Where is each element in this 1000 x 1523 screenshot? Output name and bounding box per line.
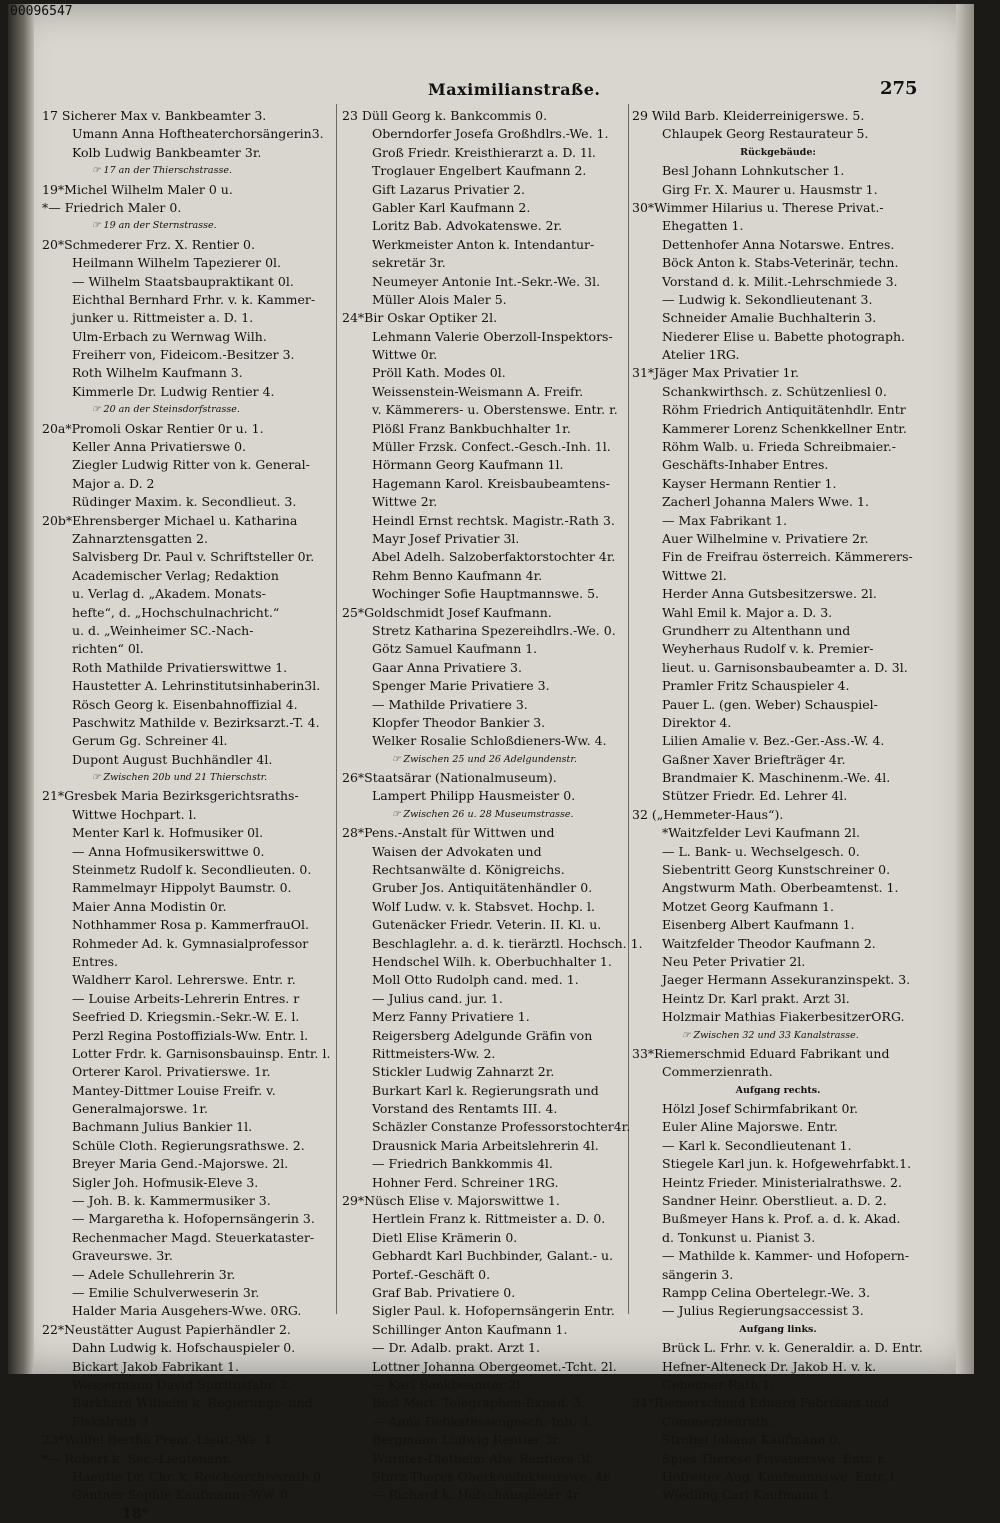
resident-entry: Chlaupek Georg Restaurateur 5. — [662, 126, 869, 142]
resident-entry: Rohmeder Ad. k. Gymnasialprofessor — [72, 935, 309, 951]
entry-continuation: Direktor 4. — [662, 714, 732, 730]
entry-continuation: sekretär 3r. — [372, 255, 446, 271]
resident-entry: *Waitzfelder Levi Kaufmann 2l. — [662, 825, 860, 841]
resident-entry: Maier Anna Modistin 0r. — [72, 898, 227, 914]
resident-entry: Groß Friedr. Kreisthierarzt a. D. 1l. — [372, 144, 596, 160]
address-entry: 25*Goldschmidt Josef Kaufmann. — [342, 604, 552, 620]
resident-entry: — Louise Arbeits-Lehrerin Entres. r — [72, 990, 300, 1006]
resident-entry: Gerum Gg. Schreiner 4l. — [72, 733, 228, 749]
resident-entry: — Max Fabrikant 1. — [662, 512, 787, 528]
resident-entry: Breyer Maria Gend.-Majorswe. 2l. — [72, 1156, 289, 1172]
resident-entry: Paschwitz Mathilde v. Bezirksarzt.-T. 4. — [72, 714, 320, 730]
resident-entry: Rammelmayr Hippolyt Baumstr. 0. — [72, 880, 292, 896]
address-entry: 29*Nüsch Elise v. Majorswittwe 1. — [342, 1193, 560, 1209]
resident-entry: Pauer L. (gen. Weber) Schauspiel- — [662, 696, 878, 712]
entry-continuation: Major a. D. 2 — [72, 475, 155, 491]
entry-continuation: Beschlaglehr. a. d. k. tierärztl. Hochsch. 1. — [372, 935, 643, 951]
resident-entry: Haustetter A. Lehrinstitutsinhaberin3l. — [72, 678, 321, 694]
resident-entry: Dupont August Buchhändler 4l. — [72, 751, 273, 767]
entry-continuation: richten“ 0l. — [72, 641, 144, 657]
resident-entry: Heilmann Wilhelm Tapezierer 0l. — [72, 255, 282, 271]
resident-entry: Bösl Mart. Telegraphen-Exped. 3. — [372, 1395, 586, 1411]
entry-continuation: Entres. — [72, 953, 118, 969]
resident-entry: Roth Mathilde Privatierswittwe 1. — [72, 659, 288, 675]
cross-street-note: ☞ Zwischen 20b und 21 Thierschstr. — [92, 772, 268, 784]
resident-entry: Bergmann Ludwig Rentier 3r. — [372, 1432, 561, 1448]
resident-entry: Klopfer Theodor Bankier 3. — [372, 714, 546, 730]
resident-entry: Pramler Fritz Schauspieler 4. — [662, 678, 850, 694]
resident-entry: Girg Fr. X. Maurer u. Hausmstr 1. — [662, 181, 878, 197]
resident-entry: Nothhammer Rosa p. KammerfrauOl. — [72, 917, 310, 933]
resident-entry: Perzl Regina Postoffizials-Ww. Entr. l. — [72, 1027, 309, 1043]
entry-continuation: Wittwe Hochpart. l. — [72, 806, 197, 822]
resident-entry: Hölzl Josef Schirmfabrikant 0r. — [662, 1101, 859, 1117]
resident-entry: Rüdinger Maxim. k. Secondlieut. 3. — [72, 494, 297, 510]
resident-entry: Sigler Paul. k. Hofopernsängerin Entr. — [372, 1303, 615, 1319]
entry-continuation: Freiherr von, Fideicom.-Besitzer 3. — [72, 347, 295, 363]
resident-entry: Neumeyer Antonie Int.-Sekr.-We. 3l. — [372, 273, 601, 289]
cross-street-note: ☞ Zwischen 25 und 26 Adelgundenstr. — [392, 753, 577, 765]
resident-entry: Röhm Friedrich Antiquitätenhdlr. Entr — [662, 402, 906, 418]
resident-entry: Schankwirthsch. z. Schützenliesl 0. — [662, 383, 887, 399]
entry-continuation: Rittmeisters-Ww. 2. — [372, 1045, 496, 1061]
address-entry: 23*Wölfel Bertha Prem.-Lieut.-We. 1. — [42, 1432, 276, 1448]
resident-entry: Götz Samuel Kaufmann 1. — [372, 641, 538, 657]
resident-entry: Keller Anna Privatierswe 0. — [72, 439, 246, 455]
resident-entry: Heindl Ernst rechtsk. Magistr.-Rath 3. — [372, 512, 615, 528]
resident-entry: — Karl Bankbeamter 2l. — [372, 1376, 525, 1392]
resident-entry: Mayr Josef Privatier 3l. — [372, 530, 520, 546]
resident-entry: Dettenhofer Anna Notarswe. Entres. — [662, 236, 895, 252]
resident-entry: Welker Rosalie Schloßdieners-Ww. 4. — [372, 733, 607, 749]
address-entry: 29 Wild Barb. Kleiderreinigerswe. 5. — [632, 108, 865, 123]
address-entry: 34*Riemerschmid Eduard Fabrikant und — [632, 1395, 890, 1411]
resident-entry: Plößl Franz Bankbuchhalter 1r. — [372, 420, 571, 436]
resident-entry: Reigersberg Adelgunde Gräfin von — [372, 1027, 593, 1043]
cross-street-note: ☞ 19 an der Sternstrasse. — [92, 220, 217, 232]
address-entry: 24*Bir Oskar Optiker 2l. — [342, 310, 498, 326]
section-subhead: Rückgebäude: — [740, 146, 816, 158]
resident-entry: Strobel Johann Kaufmann 0. — [662, 1432, 842, 1448]
resident-entry: Lehmann Valerie Oberzoll-Inspektors- — [372, 328, 613, 344]
resident-entry: Spies Therese Privatierswe. Entr. r. — [662, 1450, 887, 1466]
entry-continuation: Commerzienrath. — [662, 1064, 773, 1080]
resident-entry: Gift Lazarus Privatier 2. — [372, 181, 526, 197]
cross-street-note: ☞ Zwischen 32 und 33 Kanalstrasse. — [682, 1029, 859, 1041]
resident-entry: Niederer Elise u. Babette photograph. — [662, 328, 905, 344]
directory-page — [8, 4, 974, 1522]
resident-entry: Hendschel Wilh. k. Oberbuchhalter 1. — [372, 953, 612, 969]
resident-entry: Hörmann Georg Kaufmann 1l. — [372, 457, 564, 473]
address-entry: 33*Riemerschmid Eduard Fabrikant und — [632, 1045, 890, 1061]
resident-entry: Seefried D. Kriegsmin.-Sekr.-W. E. l. — [72, 1009, 300, 1025]
resident-entry: Stiegele Karl jun. k. Hofgewehrfabkt.1. — [662, 1156, 912, 1172]
resident-entry: Kimmerle Dr. Ludwig Rentier 4. — [72, 383, 275, 399]
address-entry: *— Friedrich Maler 0. — [42, 199, 182, 215]
entry-continuation: Vorstand d. k. Milit.-Lehrschmiede 3. — [662, 273, 898, 289]
resident-entry: Böck Anton k. Stabs-Veterinär, techn. — [662, 255, 899, 271]
entry-continuation: Fiskalrath 3 — [72, 1413, 149, 1429]
book-spine — [8, 4, 34, 1374]
address-entry: 31*Jäger Max Privatier 1r. — [632, 365, 800, 381]
resident-entry: Heintz Frieder. Ministerialrathswe. 2. — [662, 1174, 902, 1190]
resident-entry: — Richard k. Hofschauspieler 4r. — [372, 1487, 582, 1503]
section-subhead: Aufgang rechts. — [735, 1084, 821, 1096]
column-1 — [42, 107, 334, 1523]
entry-continuation: lieut. u. Garnisonsbaubeamter a. D. 3l. — [662, 659, 908, 675]
resident-entry: Müller Alois Maler 5. — [372, 291, 507, 307]
resident-entry: Schneider Amalie Buchhalterin 3. — [662, 310, 877, 326]
resident-entry: Herder Anna Gutsbesitzerswe. 2l. — [662, 586, 877, 602]
resident-entry: Wassermann David Spiritusfabr. 2. — [72, 1376, 292, 1392]
entry-continuation: u. d. „Weinheimer SC.-Nach- — [72, 622, 254, 638]
resident-entry: Rösch Georg k. Eisenbahnoffizial 4. — [72, 696, 298, 712]
entry-continuation: Graveurswe. 3r. — [72, 1248, 173, 1264]
resident-entry: Wahl Emil k. Major a. D. 3. — [662, 604, 833, 620]
resident-entry: Heintz Dr. Karl prakt. Arzt 3l. — [662, 990, 850, 1006]
resident-entry: Gaßner Xaver Briefträger 4r. — [662, 751, 846, 767]
resident-entry: — Mathilde k. Kammer- und Hofopern- — [662, 1248, 910, 1264]
resident-entry: Academischer Verlag; Redaktion — [72, 567, 279, 583]
resident-entry: Umann Anna Hoftheaterchorsängerin3. — [72, 126, 324, 142]
resident-entry: Lottner Johanna Obergeomet.-Tcht. 2l. — [372, 1358, 617, 1374]
page-number: 275 — [880, 78, 918, 99]
resident-entry: Abel Adelh. Salzoberfaktorstochter 4r. — [372, 549, 616, 565]
section-subhead: Aufgang links. — [739, 1323, 817, 1335]
cross-street-note: ☞ 17 an der Thierschstrasse. — [92, 165, 232, 177]
resident-entry: Salvisberg Dr. Paul v. Schriftsteller 0r. — [72, 549, 315, 565]
resident-entry: Kammerer Lorenz Schenkkellner Entr. — [662, 420, 907, 436]
address-entry: 20*Schmederer Frz. X. Rentier 0. — [42, 236, 255, 252]
entry-continuation: junker u. Rittmeister a. D. 1. — [72, 310, 254, 326]
resident-entry: Gabler Karl Kaufmann 2. — [372, 199, 531, 215]
resident-entry: Gutenäcker Friedr. Veterin. II. Kl. u. — [372, 917, 602, 933]
resident-entry: Lilien Amalie v. Bez.-Ger.-Ass.-W. 4. — [662, 733, 885, 749]
column-3 — [632, 107, 924, 1505]
resident-entry: Sandner Heinr. Oberstlieut. a. D. 2. — [662, 1193, 887, 1209]
resident-entry: Neu Peter Privatier 2l. — [662, 953, 806, 969]
entry-continuation: sängerin 3. — [662, 1266, 734, 1282]
entry-continuation: Geheimer Rath 1. — [662, 1376, 775, 1392]
resident-entry: — Anna Delikatessengesch.-Inh. 3. — [372, 1413, 593, 1429]
address-entry: 19*Michel Wilhelm Maler 0 u. — [42, 181, 233, 197]
resident-entry: Moll Otto Rudolph cand. med. 1. — [372, 972, 579, 988]
entry-continuation: Vorstand des Rentamts III. 4. — [372, 1101, 558, 1117]
entry-continuation: Wittwe 2r. — [372, 494, 438, 510]
resident-entry: Grundherr zu Altenthann und — [662, 622, 851, 638]
entry-continuation: Geschäfts-Inhaber Entres. — [662, 457, 829, 473]
scan-code: 00096547 — [10, 4, 73, 19]
resident-entry: — Julius cand. jur. 1. — [372, 990, 503, 1006]
resident-entry: Schillinger Anton Kaufmann 1. — [372, 1321, 568, 1337]
resident-entry: Dahn Ludwig k. Hofschauspieler 0. — [72, 1340, 296, 1356]
address-entry: 26*Staatsärar (Nationalmuseum). — [342, 770, 557, 786]
resident-entry: Wochinger Sofie Hauptmannswe. 5. — [372, 586, 599, 602]
resident-entry: Gantner Sophie Kaufmanns-Ww. 0. — [72, 1487, 293, 1503]
resident-entry: Haeutle Dr. Chr. k. Reichsarchivsrath 0. — [72, 1468, 326, 1484]
address-entry: 22*Neustätter August Papierhändler 2. — [42, 1321, 291, 1337]
resident-entry: Mantey-Dittmer Louise Freifr. v. — [72, 1082, 276, 1098]
entry-continuation: u. Verlag d. „Akadem. Monats- — [72, 586, 266, 602]
resident-entry: Schäzler Constanze Professorstochter4r. — [372, 1119, 631, 1135]
resident-entry: Besl Johann Lohnkutscher 1. — [662, 163, 845, 179]
resident-entry: Gruber Jos. Antiquitätenhändler 0. — [372, 880, 593, 896]
resident-entry: Angstwurm Math. Oberbeamtenst. 1. — [662, 880, 899, 896]
resident-entry: Rampp Celina Obertelegr.-We. 3. — [662, 1285, 871, 1300]
resident-entry: — Emilie Schulverweserin 3r. — [72, 1285, 260, 1300]
address-entry: 30*Wimmer Hilarius u. Therese Privat.- — [632, 199, 884, 215]
resident-entry: — Joh. B. k. Kammermusiker 3. — [72, 1193, 271, 1209]
resident-entry: Halder Maria Ausgehers-Wwe. 0RG. — [72, 1303, 302, 1319]
resident-entry: — Dr. Adalb. prakt. Arzt 1. — [372, 1340, 540, 1356]
page-footer-mark: 18* — [122, 1505, 149, 1522]
resident-entry: Kayser Hermann Rentier 1. — [662, 475, 837, 491]
resident-entry: Röhm Walb. u. Frieda Schreibmaier.- — [662, 439, 896, 455]
resident-entry: Ulm-Erbach zu Wernwag Wilh. — [72, 328, 267, 344]
resident-entry: — Mathilde Privatiere 3. — [372, 696, 528, 712]
resident-entry: Lotter Frdr. k. Garnisonsbauinsp. Entr. l. — [72, 1045, 331, 1061]
resident-entry: Burkart Karl k. Regierungsrath und — [372, 1082, 599, 1098]
entry-continuation: Commerzienrath. — [662, 1413, 773, 1429]
resident-entry: Motzet Georg Kaufmann 1. — [662, 898, 834, 914]
resident-entry: Orterer Karol. Privatierswe. 1r. — [72, 1064, 271, 1080]
resident-entry: Ziegler Ludwig Ritter von k. General- — [72, 457, 310, 473]
resident-entry: Drausnick Maria Arbeitslehrerin 4l. — [372, 1137, 599, 1153]
cross-street-note: ☞ Zwischen 26 u. 28 Museumstrasse. — [392, 808, 574, 820]
resident-entry: Pröll Kath. Modes 0l. — [372, 365, 506, 381]
resident-entry: — Julius Regierungsaccessist 3. — [662, 1303, 864, 1319]
resident-entry: — Wilhelm Staatsbaupraktikant 0l. — [72, 273, 294, 289]
resident-entry: Wurster-Diethelm Alw. Rentiere 3l. — [372, 1450, 594, 1466]
entry-continuation: Weyherhaus Rudolf v. k. Premier- — [662, 641, 874, 657]
resident-entry: Steinmetz Rudolf k. Secondlieuten. 0. — [72, 862, 312, 878]
resident-entry: Wolf Ludw. v. k. Stabsvet. Hochp. l. — [372, 898, 595, 914]
entry-continuation: Generalmajorswe. 1r. — [72, 1101, 208, 1117]
resident-entry: Brück L. Frhr. v. k. Generaldir. a. D. Entr. — [662, 1340, 923, 1356]
entry-continuation: Wittwe 0r. — [372, 347, 438, 363]
resident-entry: Loritz Bab. Advokatenswe. 2r. — [372, 218, 563, 234]
resident-entry: Rehm Benno Kaufmann 4r. — [372, 567, 543, 583]
resident-entry: — Anna Hofmusikerswittwe 0. — [72, 843, 265, 859]
resident-entry: Hagemann Karol. Kreisbaubeamtens- — [372, 475, 610, 491]
resident-entry: Dietl Elise Krämerin 0. — [372, 1229, 518, 1245]
resident-entry: Brandmaier K. Maschinenm.-We. 4l. — [662, 770, 891, 786]
resident-entry: — Ludwig k. Sekondlieutenant 3. — [662, 291, 873, 307]
entry-continuation: Zahnarztensgatten 2. — [72, 530, 208, 546]
entry-continuation: Ehegatten 1. — [662, 218, 744, 234]
resident-entry: — Friedrich Bankkommis 4l. — [372, 1156, 553, 1172]
resident-entry: Zacherl Johanna Malers Wwe. 1. — [662, 494, 869, 510]
resident-entry: Bußmeyer Hans k. Prof. a. d. k. Akad. — [662, 1211, 901, 1227]
resident-entry: — Karl k. Secondlieutenant 1. — [662, 1137, 852, 1153]
resident-entry: Hertlein Franz k. Rittmeister a. D. 0. — [372, 1211, 606, 1227]
resident-entry: Werkmeister Anton k. Intendantur- — [372, 236, 595, 252]
address-entry: 20b*Ehrensberger Michael u. Katharina — [42, 512, 298, 528]
resident-entry: — Adele Schullehrerin 3r. — [72, 1266, 236, 1282]
resident-entry: Müller Frzsk. Confect.-Gesch.-Inh. 1l. — [372, 439, 611, 455]
address-entry: 23 Düll Georg k. Bankcommis 0. — [342, 108, 548, 123]
resident-entry: Menter Karl k. Hofmusiker 0l. — [72, 825, 264, 841]
resident-entry: Oberndorfer Josefa Großhdlrs.-We. 1. — [372, 126, 609, 142]
entry-continuation: Rechtsanwälte d. Königreichs. — [372, 862, 565, 878]
entry-continuation: v. Kämmerers- u. Oberstenswe. Entr. r. — [372, 402, 618, 418]
resident-entry: Holzmair Mathias FiakerbesitzerORG. — [662, 1009, 905, 1025]
entry-continuation: d. Tonkunst u. Pianist 3. — [662, 1229, 816, 1245]
resident-entry: Euler Aline Majorswe. Entr. — [662, 1119, 838, 1135]
resident-entry: Eichthal Bernhard Frhr. v. k. Kammer- — [72, 291, 316, 307]
resident-entry: Roth Wilhelm Kaufmann 3. — [72, 365, 243, 381]
resident-entry: Stretz Katharina Spezereihdlrs.-We. 0. — [372, 622, 616, 638]
resident-entry: Auer Wilhelmine v. Privatiere 2r. — [662, 530, 869, 546]
resident-entry: Bickart Jakob Fabrikant 1. — [72, 1358, 239, 1374]
resident-entry: Gaar Anna Privatiere 3. — [372, 659, 522, 675]
resident-entry: Merz Fanny Privatiere 1. — [372, 1009, 530, 1025]
column-divider — [336, 104, 337, 1314]
resident-entry: Jaeger Hermann Assekuranzinspekt. 3. — [662, 972, 911, 988]
address-entry: 21*Gresbek Maria Bezirksgerichtsraths- — [42, 788, 299, 804]
resident-entry: — Margaretha k. Hofopernsängerin 3. — [72, 1211, 315, 1227]
cross-street-note: ☞ 20 an der Steinsdorfstrasse. — [92, 404, 240, 416]
entry-continuation: Waisen der Advokaten und — [372, 843, 542, 859]
resident-entry: Stützer Friedr. Ed. Lehrer 4l. — [662, 788, 848, 804]
resident-entry: Sturz Theres Oberkondukteurswe. 4r. — [372, 1468, 612, 1484]
resident-entry: Weissenstein-Weismann A. Freifr. — [372, 383, 584, 399]
column-2 — [342, 107, 643, 1505]
resident-entry: Stickler Ludwig Zahnarzt 2r. — [372, 1064, 555, 1080]
entry-continuation: hefte“, d. „Hochschulnachricht.“ — [72, 604, 280, 620]
resident-entry: Waldherr Karol. Lehrerswe. Entr. r. — [72, 972, 296, 988]
resident-entry: Hohner Ferd. Schreiner 1RG. — [372, 1174, 559, 1190]
resident-entry: Wiedling Carl Kaufmann 1. — [662, 1487, 834, 1503]
resident-entry: Eisenberg Albert Kaufmann 1. — [662, 917, 855, 933]
address-entry: 32 („Hemmeter-Haus“). — [632, 806, 784, 822]
resident-entry: Fin de Freifrau österreich. Kämmerers- — [662, 549, 913, 565]
page-title: Maximilianstraße. — [428, 80, 601, 99]
resident-entry: Troglauer Engelbert Kaufmann 2. — [372, 163, 587, 179]
address-entry: 17 Sicherer Max v. Bankbeamter 3. — [42, 108, 267, 123]
page-edge — [956, 4, 974, 1374]
resident-entry: Gebhardt Karl Buchbinder, Galant.- u. — [372, 1248, 614, 1264]
resident-entry: Schüle Cloth. Regierungsrathswe. 2. — [72, 1137, 305, 1153]
entry-continuation: Atelier 1RG. — [662, 347, 740, 363]
resident-entry: Bachmann Julius Bankier 1l. — [72, 1119, 253, 1135]
resident-entry: — L. Bank- u. Wechselgesch. 0. — [662, 843, 860, 859]
entry-continuation: Wittwe 2l. — [662, 567, 727, 583]
resident-entry: Hefner-Alteneck Dr. Jakob H. v. k. — [662, 1358, 877, 1374]
address-entry: *— Robert k. Sec.-Lieutenant. — [42, 1450, 232, 1466]
entry-continuation: Portef.-Geschäft 0. — [372, 1266, 491, 1282]
resident-entry: Spenger Marie Privatiere 3. — [372, 678, 550, 694]
address-entry: 20a*Promoli Oskar Rentier 0r u. 1. — [42, 420, 264, 436]
resident-entry: Graf Bab. Privatiere 0. — [372, 1285, 516, 1300]
resident-entry: Lampert Philipp Hausmeister 0. — [372, 788, 576, 804]
resident-entry: Sigler Joh. Hofmusik-Eleve 3. — [72, 1174, 259, 1190]
address-entry: 28*Pens.-Anstalt für Wittwen und — [342, 825, 555, 841]
resident-entry: Burkhard Wilhelm k. Regierungs- und — [72, 1395, 313, 1411]
resident-entry: Waitzfelder Theodor Kaufmann 2. — [662, 935, 876, 951]
resident-entry: Rechenmacher Magd. Steuerkataster- — [72, 1229, 315, 1245]
resident-entry: Hofreiter Aug. Kaufmannswe. Entr. l. — [662, 1468, 898, 1484]
resident-entry: Kolb Ludwig Bankbeamter 3r. — [72, 144, 262, 160]
resident-entry: Siebentritt Georg Kunstschreiner 0. — [662, 862, 891, 878]
